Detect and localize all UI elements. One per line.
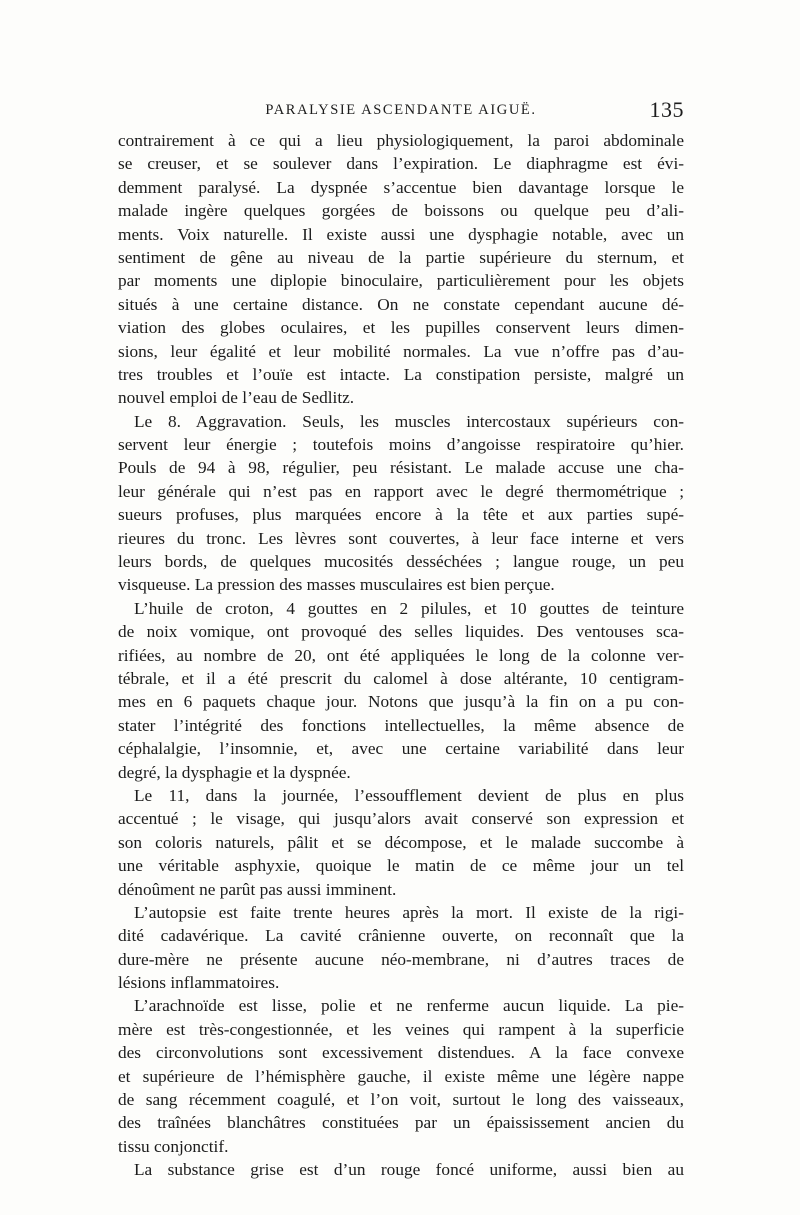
paragraph <box>118 410 684 597</box>
paragraph <box>118 1158 684 1181</box>
text-line: accentué ; le visage, qui jusqu’alors avait conservé son expression et <box>118 809 684 829</box>
paragraph <box>118 129 684 410</box>
text-line: tébrale, et il a été prescrit du calomel à dose altérante, 10 centigram- <box>118 668 684 688</box>
text-line: des circonvolutions sont excessivement distendues. A la face convexe <box>118 1043 684 1063</box>
text-line: L’autopsie est faite trente heures après la mort. Il existe de la rigi- <box>134 902 684 922</box>
page-number: 135 <box>649 97 684 122</box>
text-line: tissu conjonctif. <box>118 1136 229 1156</box>
text-line: dité cadavérique. La cavité crânienne ouverte, on reconnaît que la <box>118 926 684 946</box>
text-line: Pouls de 94 à 98, régulier, peu résistant. Le malade accuse une cha- <box>118 458 684 478</box>
text-line: stater l’intégrité des fonctions intellectuelles, la même absence de <box>118 715 684 735</box>
text-line: contrairement à ce qui a lieu physiologiquement, la paroi abdominale <box>118 131 684 150</box>
paragraph <box>118 597 684 784</box>
running-title: PARALYSIE ASCENDANTE AIGUË. <box>265 102 537 118</box>
text-line: se creuser, et se soulever dans l’expiration. Le diaphragme est évi- <box>118 154 684 174</box>
text-line: sentiment de gêne au niveau de la partie supérieure du sternum, et <box>118 247 684 267</box>
text-line: Le 11, dans la journée, l’essoufflement devient de plus en plus <box>134 785 684 805</box>
running-head <box>118 97 684 128</box>
text-line: céphalalgie, l’insomnie, et, avec une certaine variabilité dans leur <box>118 739 684 759</box>
text-line: des traînées blanchâtres constituées par un épaississement ancien du <box>118 1113 684 1133</box>
text-line: dénoûment ne parût pas aussi imminent. <box>118 879 397 899</box>
text-line: L’huile de croton, 4 gouttes en 2 pilules, et 10 gouttes de teinture <box>134 598 684 618</box>
text-line: son coloris naturels, pâlit et se décompose, et le malade succombe à <box>118 832 684 852</box>
text-line: de sang récemment coagulé, et l’on voit, surtout le long des vaisseaux, <box>118 1090 684 1110</box>
text-line: de noix vomique, ont provoqué des selles liquides. Des ventouses sca- <box>118 622 684 642</box>
text-line: leur générale qui n’est pas en rapport avec le degré thermométrique ; <box>118 481 684 501</box>
text-line: par moments une diplopie binoculaire, particulièrement pour les objets <box>118 271 684 291</box>
text-line: servent leur énergie ; toutefois moins d’angoisse respiratoire qu’hier. <box>118 435 684 455</box>
paragraph <box>118 901 684 995</box>
text-line: malade ingère quelques gorgées de boissons ou quelque peu d’ali- <box>118 201 684 221</box>
paragraph <box>118 994 684 1158</box>
text-line: nouvel emploi de l’eau de Sedlitz. <box>118 388 355 408</box>
text-line: ments. Voix naturelle. Il existe aussi une dysphagie notable, avec un <box>118 224 684 244</box>
paragraph <box>118 784 684 901</box>
text-line: visqueuse. La pression des masses musculaires est bien perçue. <box>118 575 555 595</box>
text-line: rieures du tronc. Les lèvres sont couvertes, à leur face interne et vers <box>118 528 684 548</box>
text-line: situés à une certaine distance. On ne constate cependant aucune dé- <box>118 294 684 314</box>
text-line: sueurs profuses, plus marquées encore à la tête et aux parties supé- <box>118 505 684 525</box>
text-line: demment paralysé. La dyspnée s’accentue bien davantage lorsque le <box>118 177 684 197</box>
text-line: sions, leur égalité et leur mobilité normales. La vue n’offre pas d’au- <box>118 341 684 361</box>
text-line: viation des globes oculaires, et les pupilles conservent leurs dimen- <box>118 318 684 338</box>
text-line: et supérieure de l’hémisphère gauche, il existe même une légère nappe <box>118 1066 684 1086</box>
text-line: dure-mère ne présente aucune néo-membrane, ni d’autres traces de <box>118 949 684 969</box>
text-line: tres troubles et l’ouïe est intacte. La constipation persiste, malgré un <box>118 364 684 384</box>
text-line: Le 8. Aggravation. Seuls, les muscles intercostaux supérieurs con- <box>134 411 684 431</box>
text-line: degré, la dysphagie et la dyspnée. <box>118 762 351 782</box>
text-line: leurs bords, de quelques mucosités desséchées ; langue rouge, un peu <box>118 552 684 572</box>
text-line: une véritable asphyxie, quoique le matin de ce même jour un tel <box>118 856 684 876</box>
text-line: rifiées, au nombre de 20, ont été appliquées le long de la colonne ver- <box>118 645 684 665</box>
text-line: La substance grise est d’un rouge foncé uniforme, aussi bien au <box>134 1160 684 1180</box>
text-line: mes en 6 paquets chaque jour. Notons que jusqu’à la fin on a pu con- <box>118 692 684 712</box>
text-line: mère est très-congestionnée, et les veines qui rampent à la superficie <box>118 1019 684 1039</box>
text-line: lésions inflammatoires. <box>118 973 280 993</box>
text-line: L’arachnoïde est lisse, polie et ne renferme aucun liquide. La pie- <box>134 996 684 1016</box>
body-text <box>118 129 684 1182</box>
